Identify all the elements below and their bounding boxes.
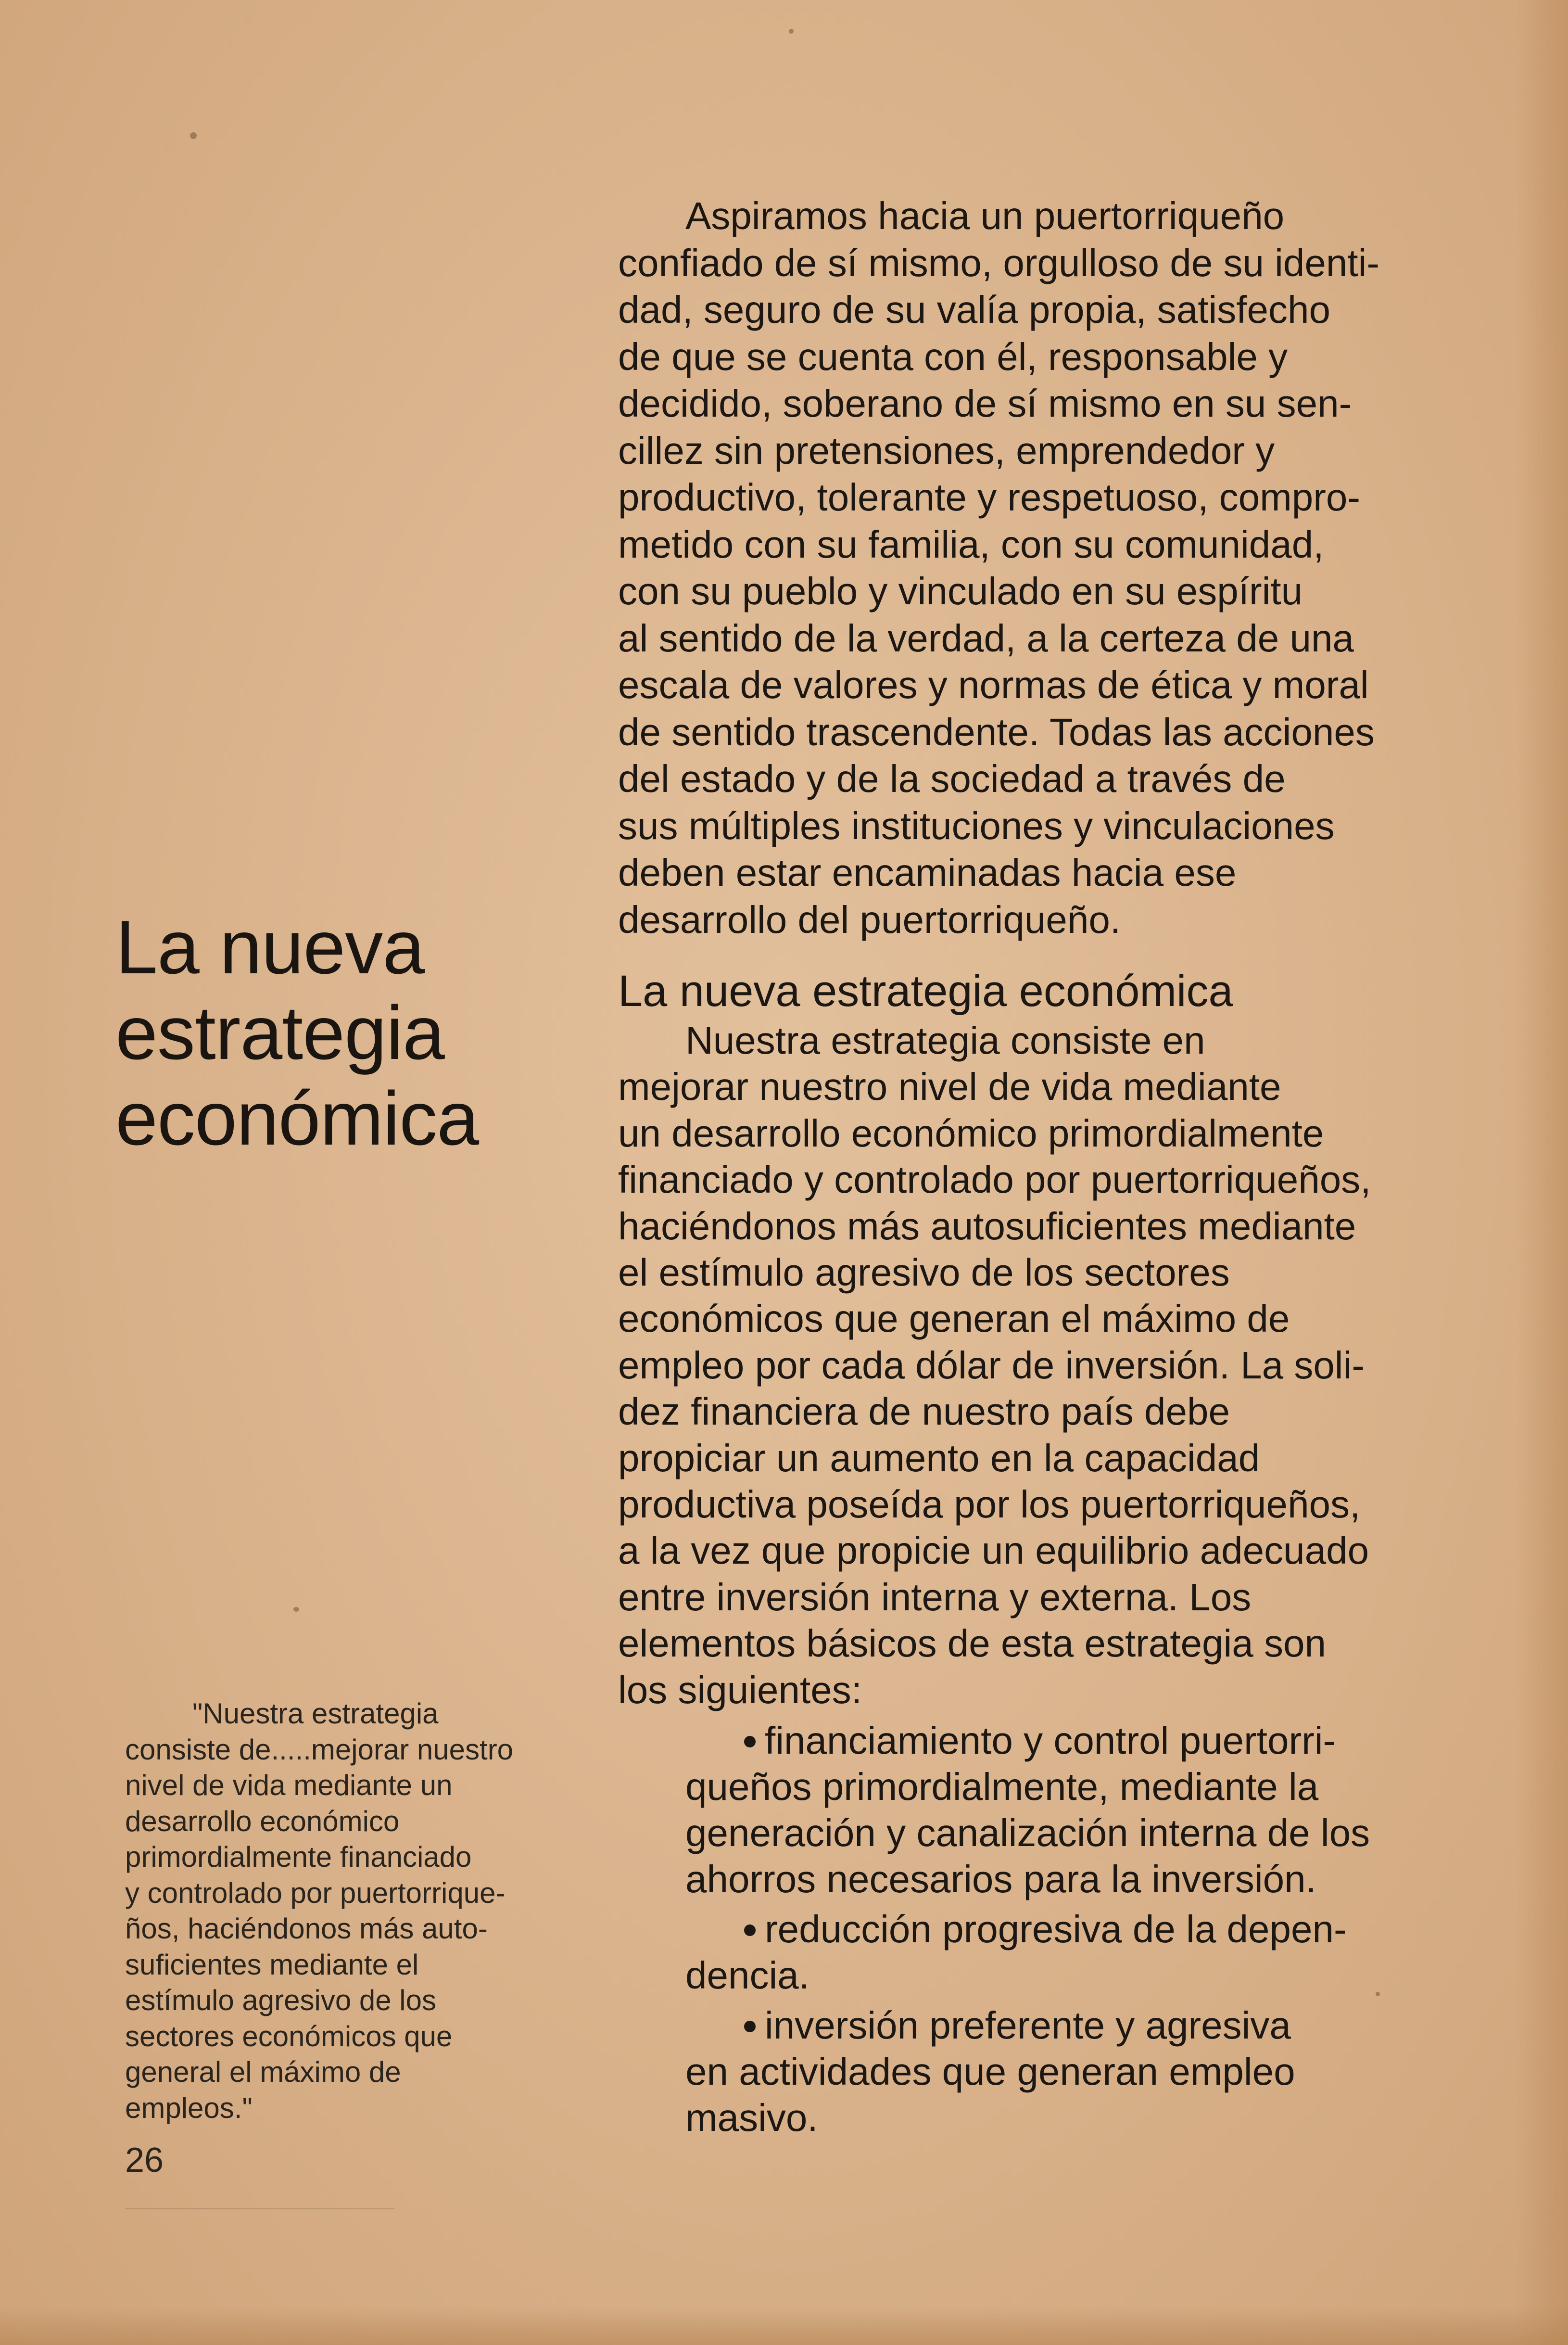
bullet-dot-icon: [744, 1924, 756, 1936]
bullet-line: dencia.: [685, 1954, 809, 1997]
paragraph-line: elementos básicos de esta estrategia son: [618, 1622, 1326, 1665]
paragraph-line: confiado de sí mismo, orgulloso de su identi-: [618, 241, 1380, 284]
paragraph-line: financiado y controlado por puertorriqueños,: [618, 1158, 1371, 1201]
paragraph-line: productiva poseída por los puertorriqueños,: [618, 1483, 1361, 1526]
paragraph-line: de sentido trascendente. Todas las acciones: [618, 710, 1375, 753]
paragraph-line: del estado y de la sociedad a través de: [618, 757, 1286, 800]
paragraph-line: Aspiramos hacia un puertorriqueño: [685, 194, 1285, 237]
bullet-line: generación y canalización interna de los: [685, 1811, 1370, 1854]
bullet-list: [685, 1718, 1522, 2141]
paragraph-line: haciéndonos más autosuficientes mediante: [618, 1204, 1356, 1248]
quote-line: desarrollo económico: [125, 1805, 400, 1837]
quote-line: general el máximo de: [125, 2056, 401, 2088]
quote-line: empleos.": [125, 2091, 253, 2124]
bullet-item: [685, 2002, 1522, 2141]
paragraph-line: sus múltiples instituciones y vinculaciones: [618, 804, 1335, 847]
bullet-item: [685, 1718, 1522, 1902]
bullet-line: [685, 2002, 1522, 2049]
quote-line: sectores económicos que: [125, 2020, 453, 2052]
paragraph-line: de que se cuenta con él, responsable y: [618, 335, 1288, 378]
paragraph-line: a la vez que propicie un equilibrio adecuado: [618, 1529, 1369, 1572]
left-column: [115, 0, 577, 2345]
heading-line: estrategia: [115, 991, 444, 1075]
section-heading: [115, 905, 479, 1161]
intro-paragraph: [618, 192, 1522, 943]
paragraph-line: decidido, soberano de sí mismo en su sen-: [618, 382, 1352, 425]
paragraph-line: los siguientes:: [618, 1668, 862, 1711]
bullet-dot-icon: [744, 1736, 756, 1747]
quote-line: primordialmente financiado: [125, 1841, 472, 1873]
bullet-line: [685, 1718, 1522, 1764]
heading-line: económica: [115, 1076, 479, 1161]
paragraph-line: escala de valores y normas de ética y moral: [618, 663, 1369, 706]
paragraph-line: productivo, tolerante y respetuoso, compro-: [618, 476, 1361, 519]
paragraph-line: el estímulo agresivo de los sectores: [618, 1251, 1230, 1294]
bullet-text: financiamiento y control puertorri-: [765, 1719, 1336, 1762]
page-edge-shading: [1515, 0, 1568, 2345]
bullet-text: reducción progresiva de la depen-: [765, 1908, 1347, 1950]
bullet-line: ahorros necesarios para la inversión.: [685, 1858, 1316, 1900]
paragraph-line: Nuestra estrategia consiste en: [685, 1019, 1205, 1062]
paragraph-line: dad, seguro de su valía propia, satisfecho: [618, 288, 1330, 331]
paragraph-line: mejorar nuestro nivel de vida mediante: [618, 1065, 1281, 1109]
quote-line: ños, haciéndonos más auto-: [125, 1912, 488, 1945]
right-column: [618, 0, 1522, 2345]
footer-rule: [125, 2208, 394, 2209]
paragraph-line: dez financiera de nuestro país debe: [618, 1390, 1230, 1433]
bullet-line: en actividades que generan empleo: [685, 2050, 1295, 2093]
quote-line: nivel de vida mediante un: [125, 1769, 453, 1801]
strategy-paragraph: [618, 1018, 1522, 1713]
bullet-dot-icon: [744, 2021, 756, 2032]
quote-line: consiste de.....mejorar nuestro: [125, 1733, 514, 1766]
paragraph-line: desarrollo del puertorriqueño.: [618, 898, 1121, 941]
paragraph-line: económicos que generan el máximo de: [618, 1297, 1290, 1340]
paragraph-line: metido con su familia, con su comunidad,: [618, 523, 1324, 566]
quote-line: estímulo agresivo de los: [125, 1984, 436, 2016]
paragraph-line: propiciar un aumento en la capacidad: [618, 1436, 1260, 1479]
quote-line: suficientes mediante el: [125, 1948, 419, 1981]
page-number: 26: [125, 2141, 164, 2179]
bullet-line: [685, 1906, 1522, 1952]
bullet-line: masivo.: [685, 2096, 818, 2139]
paragraph-line: con su pueblo y vinculado en su espíritu: [618, 570, 1303, 612]
paragraph-line: cillez sin pretensiones, emprendedor y: [618, 429, 1275, 472]
bullet-item: [685, 1906, 1522, 1999]
paragraph-line: al sentido de la verdad, a la certeza de una: [618, 616, 1354, 660]
quote-line: "Nuestra estrategia: [192, 1697, 439, 1730]
subsection-heading: La nueva estrategia económica: [618, 967, 1233, 1016]
paragraph-line: entre inversión interna y externa. Los: [618, 1575, 1252, 1619]
heading-line: La nueva: [115, 905, 425, 990]
bullet-line: queños primordialmente, mediante la: [685, 1765, 1319, 1808]
paragraph-line: empleo por cada dólar de inversión. La soli-: [618, 1343, 1365, 1387]
pull-quote: [125, 1696, 587, 2126]
bullet-text: inversión preferente y agresiva: [765, 2004, 1291, 2047]
paragraph-line: deben estar encaminadas hacia ese: [618, 851, 1237, 894]
quote-line: y controlado por puertorrique-: [125, 1876, 506, 1909]
paragraph-line: un desarrollo económico primordialmente: [618, 1111, 1324, 1155]
